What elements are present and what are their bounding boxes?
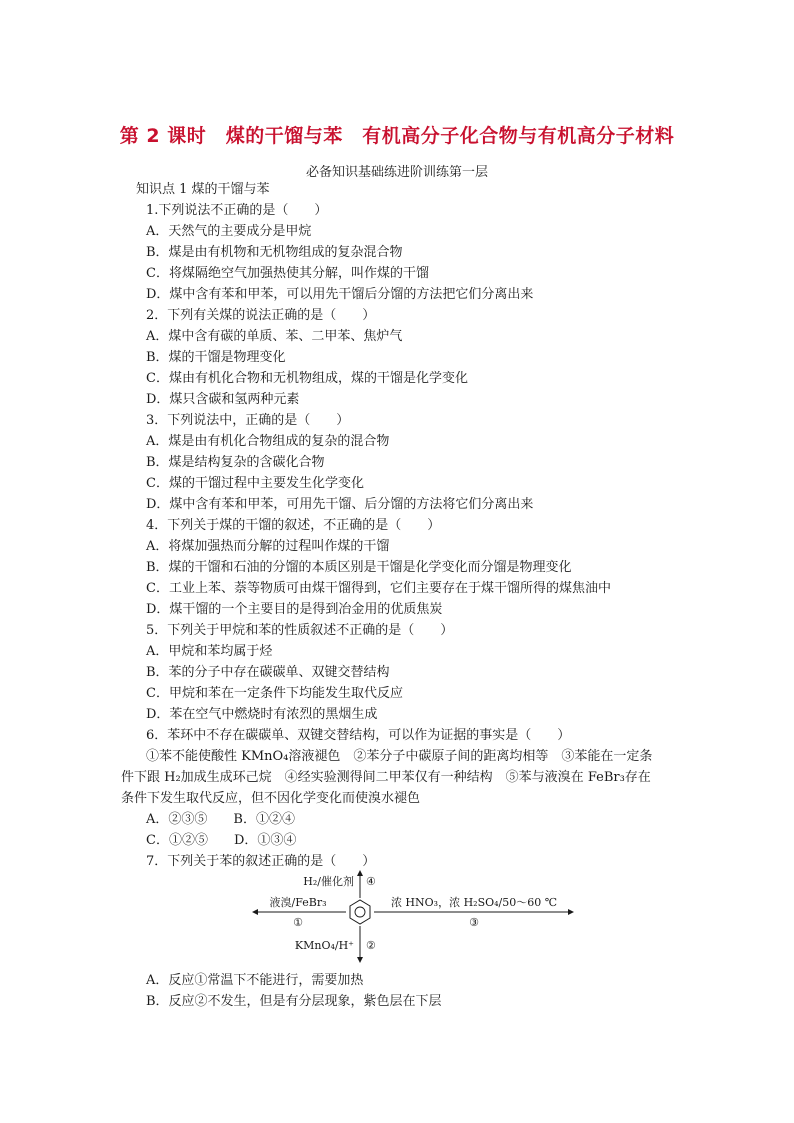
text-line: 7．下列关于苯的叙述正确的是（ ） [146, 854, 376, 869]
text-line: A．煤中含有碳的单质、苯、二甲苯、焦炉气 [146, 329, 403, 344]
text-line: C．甲烷和苯在一定条件下均能发生取代反应 [146, 686, 403, 701]
text-line: 条件下发生取代反应，但不因化学变化而使溴水褪色 [121, 791, 421, 806]
text-line: A．②③⑤ B．①②④ [146, 812, 295, 827]
arrow-right-icon [568, 909, 574, 915]
reaction-number-bottom: ② [366, 939, 376, 952]
text-line: 6．苯环中不存在碳碳单、双键交替结构，可以作为证据的事实是（ ） [146, 728, 571, 743]
arrow-left-icon [252, 909, 258, 915]
text-line: C．将煤隔绝空气加强热使其分解，叫作煤的干馏 [146, 266, 429, 281]
text-line: 2．下列有关煤的说法正确的是（ ） [146, 308, 376, 323]
text-line: D．煤干馏的一个主要目的是得到冶金用的优质焦炭 [146, 602, 443, 617]
reaction-number-left: ① [293, 916, 303, 929]
text-line: ①苯不能使酸性 KMnO₄溶液褪色 ②苯分子中碳原子间的距离均相等 ③苯能在一定条 [146, 749, 653, 764]
page-subtitle: 必备知识基础练进阶训练第一层 [305, 165, 488, 180]
reagent-bottom: KMnO₄/H⁺ [294, 939, 354, 952]
text-line: 4．下列关于煤的干馏的叙述，不正确的是（ ） [146, 518, 441, 533]
text-line: B．煤是由有机物和无机物组成的复杂混合物 [146, 245, 403, 260]
arrow-down-icon [357, 957, 363, 963]
text-line: 件下跟 H₂加成生成环己烷 ④经实验测得间二甲苯仅有一种结构 ⑤苯与液溴在 FeBr₃存在 [121, 770, 651, 785]
text-line: A．煤是由有机化合物组成的复杂的混合物 [146, 434, 390, 449]
section-heading: 知识点 1 煤的干馏与苯 [136, 182, 270, 197]
text-line: A．天然气的主要成分是甲烷 [146, 224, 312, 239]
text-line: A．反应①常温下不能进行，需要加热 [146, 973, 364, 988]
text-line: C．①②⑤ D．①③④ [146, 833, 297, 848]
benzene-reaction-diagram [250, 868, 580, 968]
text-line: D．煤中含有苯和甲苯，可以用先干馏后分馏的方法把它们分离出来 [146, 287, 534, 302]
text-line: A．将煤加强热而分解的过程叫作煤的干馏 [146, 539, 390, 554]
reagent-right: 浓 HNO₃，浓 H₂SO₄/50～60 ℃ [390, 896, 558, 909]
reagent-top: H₂/催化剂 [303, 875, 354, 888]
text-line: B．煤的干馏和石油的分馏的本质区别是干馏是化学变化而分馏是物理变化 [146, 560, 572, 575]
text-line: 5．下列关于甲烷和苯的性质叙述不正确的是（ ） [146, 623, 454, 638]
text-line: C．煤由有机化合物和无机物组成，煤的干馏是化学变化 [146, 371, 468, 386]
text-line: C．工业上苯、萘等物质可由煤干馏得到，它们主要存在于煤干馏所得的煤焦油中 [146, 581, 611, 596]
page-title: 第 2 课时 煤的干馏与苯 有机高分子化合物与有机高分子材料 [119, 125, 675, 147]
reaction-number-top: ④ [366, 875, 376, 888]
text-line: D．煤只含碳和氢两种元素 [146, 392, 300, 407]
reaction-number-right: ③ [469, 916, 479, 929]
text-line: D．煤中含有苯和甲苯，可用先干馏、后分馏的方法将它们分离出来 [146, 497, 534, 512]
text-line: B．煤的干馏是物理变化 [146, 350, 286, 365]
text-line: C．煤的干馏过程中主要发生化学变化 [146, 476, 364, 491]
text-line: B．反应②不发生，但是有分层现象，紫色层在下层 [146, 994, 442, 1009]
benzene-ring-icon [350, 900, 370, 924]
text-line: D．苯在空气中燃烧时有浓烈的黑烟生成 [146, 707, 378, 722]
reagent-left: 液溴/FeBr₃ [269, 896, 327, 909]
text-line: A．甲烷和苯均属于烃 [146, 644, 273, 659]
arrow-up-icon [357, 870, 363, 876]
text-line: 1.下列说法不正确的是（ ） [146, 203, 328, 218]
text-line: 3．下列说法中，正确的是（ ） [146, 413, 350, 428]
text-line: B．苯的分子中存在碳碳单、双键交替结构 [146, 665, 390, 680]
text-line: B．煤是结构复杂的含碳化合物 [146, 455, 325, 470]
